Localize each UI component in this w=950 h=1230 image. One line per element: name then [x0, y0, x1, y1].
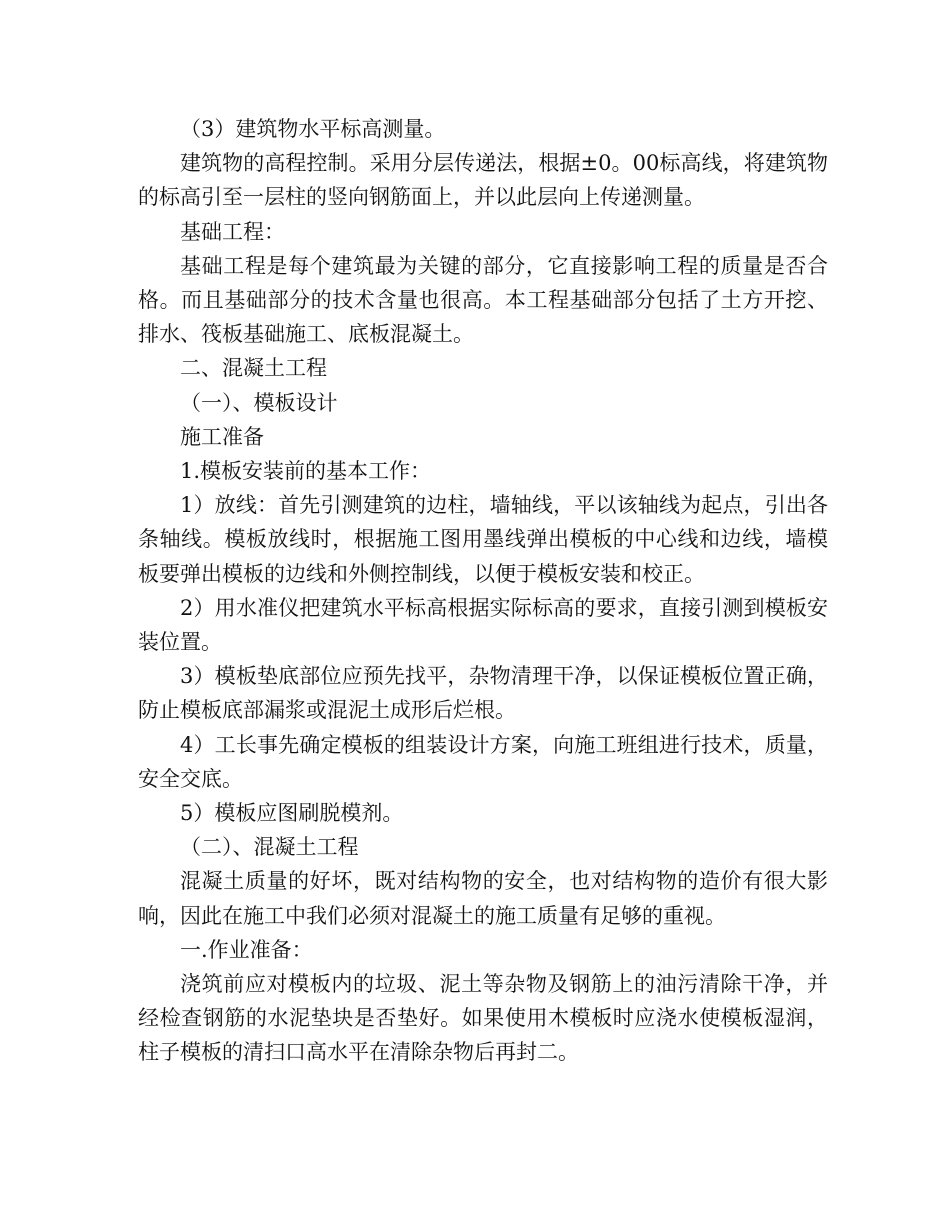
subsection-heading-formwork: （一）、模板设计 — [180, 390, 338, 415]
paragraph-17: 浇筑前应对模板内的垃圾、泥土等杂物及钢筋上的油污清除干净，并经检查钢筋的水泥垫块是否垫好。如果使用木模板时应浇水使模板湿润，柱子模板的清扫口高水平在清除杂物后再封二。 — [138, 972, 828, 1065]
paragraph-2: 建筑物的高程控制。采用分层传递法，根据±0。00标高线，将建筑物的标高引至一层柱的竖向钢筋面上，并以此层向上传递测量。 — [138, 151, 828, 210]
list-item-5: 5）模板应图刷脱模剂。 — [180, 801, 404, 826]
list-item-2: 2）用水准仪把建筑水平标高根据实际标高的要求，直接引测到模板安装位置。 — [138, 595, 828, 655]
paragraph-4: 基础工程是每个建筑最为关键的部分，它直接影响工程的质量是否合格。而且基础部分的技术含量也很高。本工程基础部分包括了土方开挖、排水、筏板基础施工、底板混凝土。 — [138, 253, 828, 347]
paragraph-1: （3）建筑物水平标高测量。 — [180, 117, 446, 141]
list-item-3: 3）模板垫底部位应预先找平，杂物清理干净，以保证模板位置正确，防止模板底部漏浆或混泥土成形后烂根。 — [138, 664, 828, 723]
section-heading-concrete: 二、混凝土工程 — [180, 356, 327, 381]
section-heading-foundation: 基础工程： — [180, 219, 285, 244]
document-body — [138, 112, 828, 1070]
paragraph-15: 混凝土质量的好坏，既对结构物的安全，也对结构物的造价有很大影响，因此在施工中我们必须对混凝土的施工质量有足够的重视。 — [138, 869, 828, 928]
subsection-heading-concrete-work: （二）、混凝土工程 — [180, 835, 359, 860]
subsection-heading-preparation: 施工准备 — [180, 424, 264, 449]
list-item-4: 4）工长事先确定模板的组装设计方案，向施工班组进行技术，质量，安全交底。 — [138, 732, 828, 791]
subsection-heading-work-preparation: 一.作业准备： — [180, 937, 313, 962]
paragraph-8: 1.模板安装前的基本工作： — [180, 459, 432, 484]
list-item-1: 1）放线：首先引测建筑的边柱，墙轴线，平以该轴线为起点，引出各条轴线。模板放线时，根据施工图用墨线弹出模板的中心线和边线，墙模板要弹出模板的边线和外侧控制线，以便于模板安装和校正。 — [138, 493, 828, 586]
